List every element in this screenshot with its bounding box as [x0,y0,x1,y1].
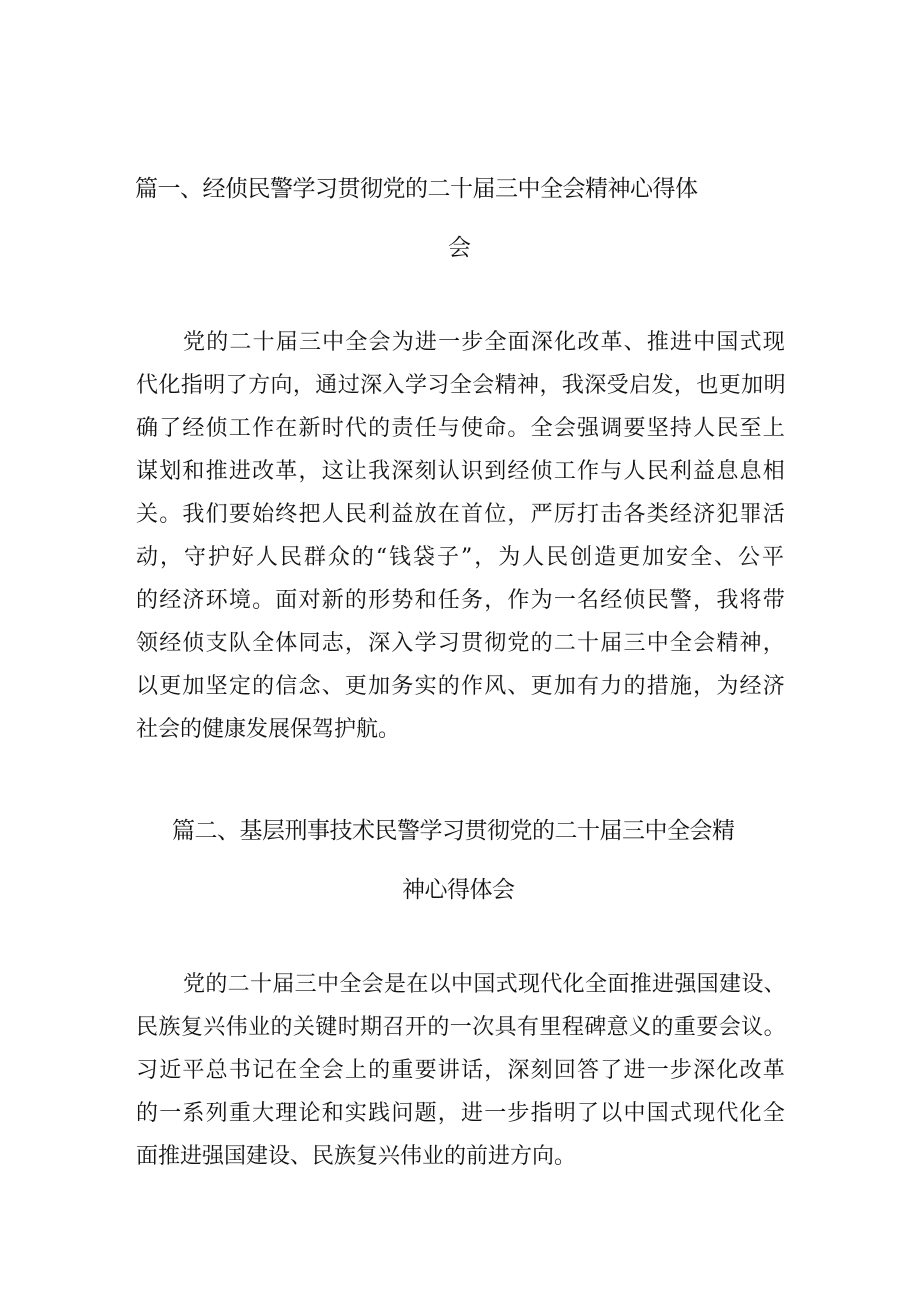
section1-body-line: 关。我们要始终把人民利益放在首位，严厉打击各类经济犯罪活 [136,502,786,527]
section2-body-line: 面推进强国建设、民族复兴伟业的前进方向。 [136,1144,577,1169]
section1-title-line2: 会 [448,235,471,261]
section2-title-line1: 篇二、基层刑事技术民警学习贯彻党的二十届三中全会精 [172,818,735,844]
section2-body-line: 党的二十届三中全会是在以中国式现代化全面推进强国建设、 [183,972,786,997]
section1-body-line: 谋划和推进改革，这让我深刻认识到经侦工作与人民利益息息相 [136,459,786,484]
section1-body-line: 动，守护好人民群众的“钱袋子”，为人民创造更加安全、公平 [136,545,786,570]
section2-title-line2: 神心得体会 [402,877,515,903]
section2-body-line: 习近平总书记在全会上的重要讲话，深刻回答了进一步深化改革 [136,1058,786,1083]
section2-body-line: 民族复兴伟业的关键时期召开的一次具有里程碑意义的重要会议。 [136,1015,786,1040]
section1-body-line: 的经济环境。面对新的形势和任务，作为一名经侦民警，我将带 [136,588,786,613]
section1-body-line: 以更加坚定的信念、更加务实的作风、更加有力的措施，为经济 [136,674,786,699]
section1-body-line: 社会的健康发展保驾护航。 [136,717,401,742]
section1-body-line: 代化指明了方向，通过深入学习全会精神，我深受启发，也更加明 [136,373,786,398]
section1-title-line1: 篇一、经侦民警学习贯彻党的二十届三中全会精神心得体 [135,176,698,202]
section1-body-line: 领经侦支队全体同志，深入学习贯彻党的二十届三中全会精神， [136,631,786,656]
section1-body-line: 党的二十届三中全会为进一步全面深化改革、推进中国式现 [183,330,786,355]
section2-body-line: 的一系列重大理论和实践问题，进一步指明了以中国式现代化全 [136,1101,786,1126]
section1-body-line: 确了经侦工作在新时代的责任与使命。全会强调要坚持人民至上 [136,416,786,441]
